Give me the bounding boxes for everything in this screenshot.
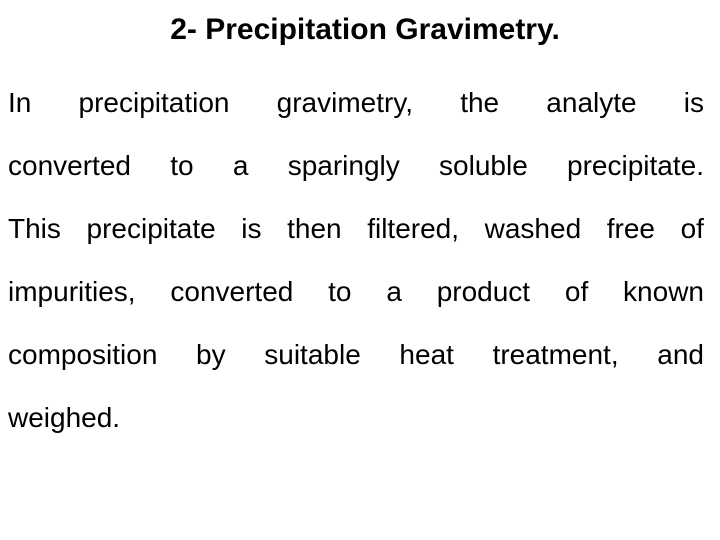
paragraph-line: [8, 326, 704, 389]
paragraph-line: [8, 137, 704, 200]
paragraph-word: converted: [170, 276, 294, 307]
body-paragraph: [8, 74, 704, 452]
paragraph-word: product: [436, 276, 531, 307]
paragraph-word: free: [606, 213, 655, 244]
paragraph-word: then: [287, 213, 342, 244]
paragraph-line: [8, 74, 704, 137]
paragraph-word: precipitate.: [567, 150, 704, 181]
paragraph-word: heat: [399, 339, 454, 370]
paragraph-word: treatment,: [492, 339, 619, 370]
paragraph-line: [8, 200, 704, 263]
paragraph-word: composition: [8, 339, 158, 370]
paragraph-word: filtered,: [367, 213, 460, 244]
paragraph-word: by: [196, 339, 226, 370]
paragraph-word: is: [683, 87, 704, 118]
paragraph-word: known: [623, 276, 704, 307]
paragraph-word: gravimetry,: [276, 87, 414, 118]
paragraph-word: precipitation: [78, 87, 230, 118]
paragraph-line: [8, 263, 704, 326]
paragraph-word: sparingly: [287, 150, 400, 181]
paragraph-word: precipitate: [86, 213, 216, 244]
paragraph-word: of: [564, 276, 589, 307]
paragraph-word: a: [386, 276, 402, 307]
paragraph-word: analyte: [546, 87, 637, 118]
paragraph-word: soluble: [439, 150, 528, 181]
paragraph-word: of: [680, 213, 704, 244]
paragraph-word: washed: [484, 213, 582, 244]
paragraph-line: [8, 389, 704, 452]
paragraph-word: the: [460, 87, 500, 118]
paragraph-word: a: [232, 150, 249, 181]
paragraph-word: to: [170, 150, 194, 181]
slide-title: 2- Precipitation Gravimetry.: [170, 13, 560, 46]
paragraph-word: converted: [8, 150, 131, 181]
paragraph-word: In: [8, 87, 32, 118]
paragraph-word: This: [8, 213, 61, 244]
paragraph-word: is: [241, 213, 262, 244]
paragraph-word: weighed.: [8, 402, 121, 433]
paragraph-word: to: [328, 276, 352, 307]
paragraph-word: impurities,: [8, 276, 136, 307]
paragraph-word: suitable: [264, 339, 361, 370]
paragraph-word: and: [657, 339, 704, 370]
